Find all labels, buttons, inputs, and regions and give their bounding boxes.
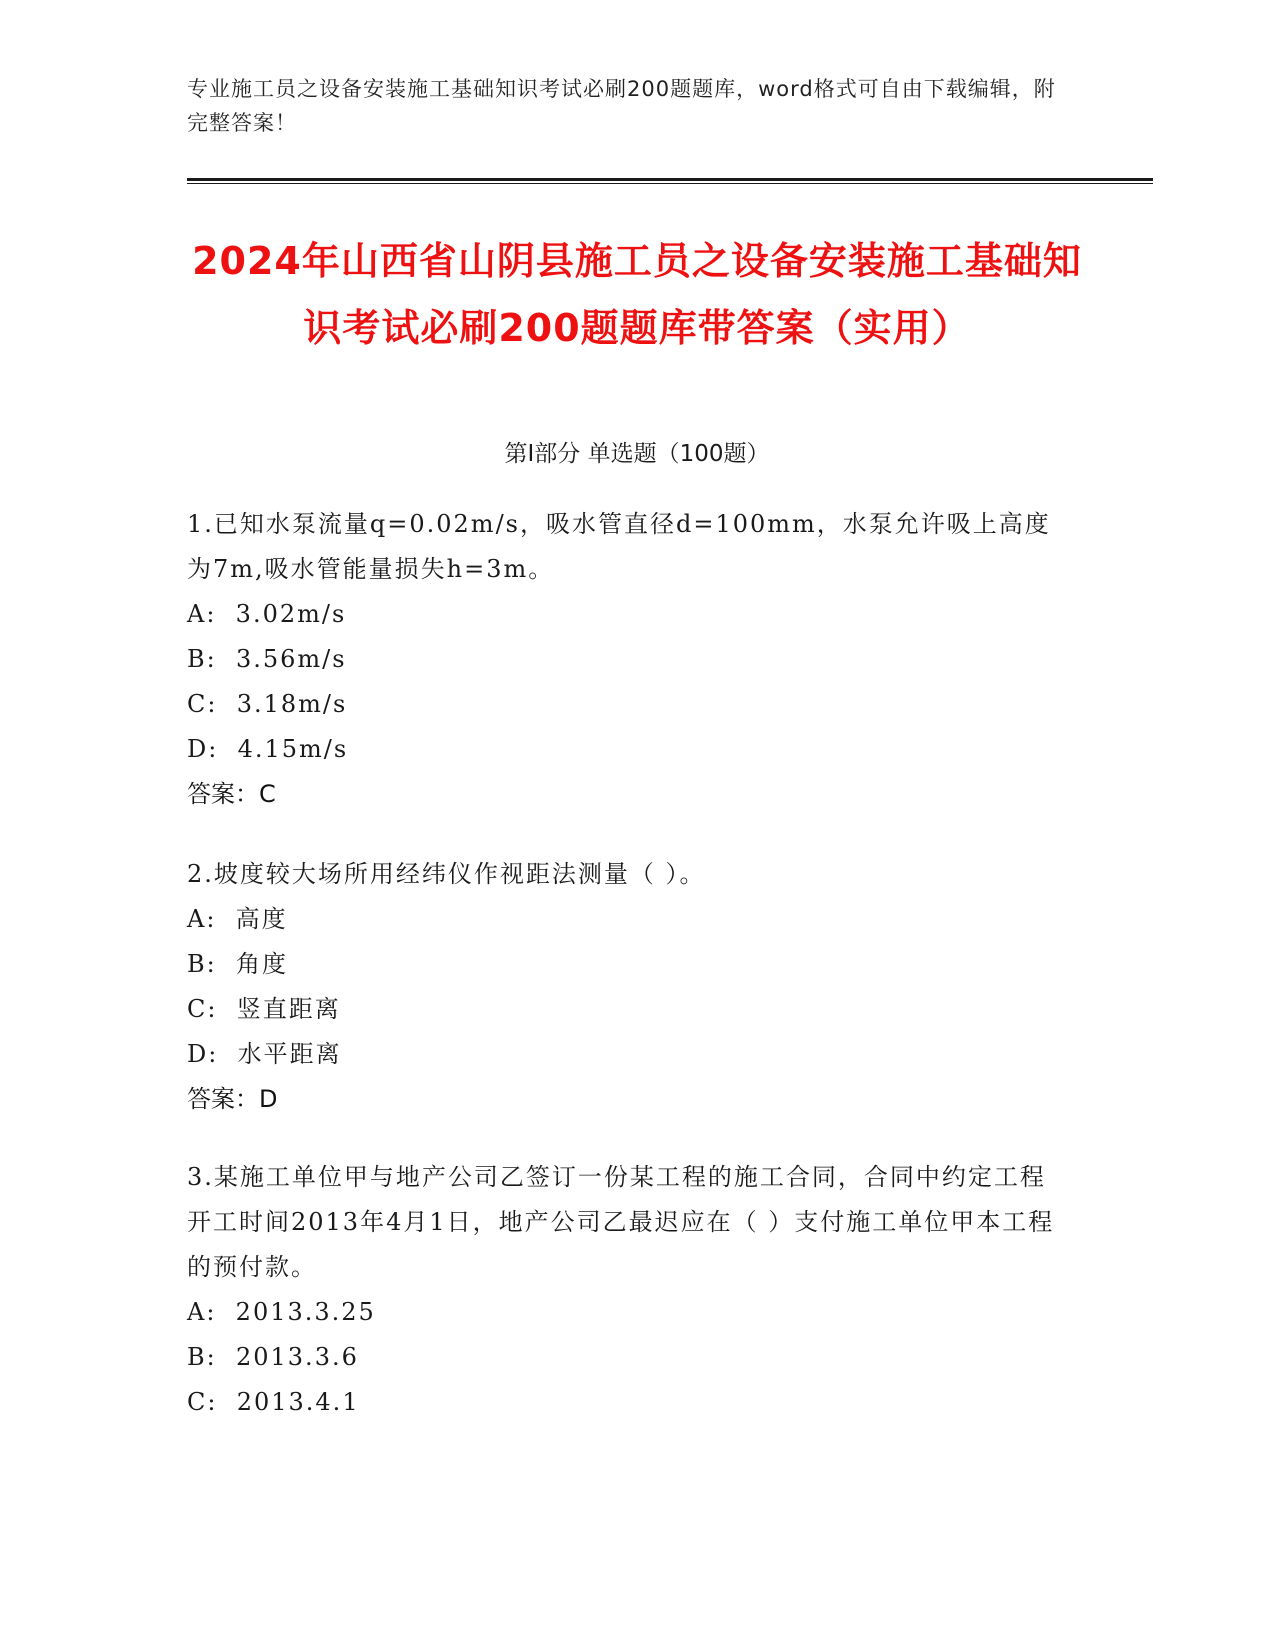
question-1	[187, 502, 1067, 817]
question-stem: 2.坡度较大场所用经纬仪作视距法测量（ ）。	[187, 860, 706, 888]
header-note: 专业施工员之设备安装施工基础知识考试必刷200题题库，word格式可自由下载编辑，附完整答案！	[187, 77, 1056, 135]
option-b: B: 3.56m/s	[187, 645, 347, 673]
question-3	[187, 1155, 1067, 1425]
header-rule	[187, 178, 1153, 181]
question-2	[187, 852, 1067, 1122]
option-a: A: 2013.3.25	[187, 1298, 376, 1326]
section-title: 第I部分 单选题（100题）	[504, 441, 770, 467]
header-rule-thin	[187, 183, 1153, 184]
option-d: D: 水平距离	[187, 1040, 342, 1068]
option-c: C: 2013.4.1	[187, 1388, 360, 1416]
document-title: 2024年山西省山阴县施工员之设备安装施工基础知识考试必刷200题题库带答案（实用）	[192, 239, 1082, 350]
answer: 答案：C	[187, 780, 276, 808]
option-b: B: 角度	[187, 950, 288, 978]
answer: 答案：D	[187, 1085, 278, 1113]
question-stem: 1.已知水泵流量q=0.02m/s，吸水管直径d=100mm，水泵允许吸上高度为7m,吸水管能量损失h=3m。	[187, 510, 1051, 583]
option-b: B: 2013.3.6	[187, 1343, 359, 1371]
option-c: C: 3.18m/s	[187, 690, 348, 718]
option-a: A: 高度	[187, 905, 288, 933]
question-stem: 3.某施工单位甲与地产公司乙签订一份某工程的施工合同，合同中约定工程开工时间2013年4月1日，地产公司乙最迟应在（ ）支付施工单位甲本工程的预付款。	[187, 1163, 1055, 1281]
option-c: C: 竖直距离	[187, 995, 341, 1023]
option-a: A: 3.02m/s	[187, 600, 347, 628]
option-d: D: 4.15m/s	[187, 735, 349, 763]
